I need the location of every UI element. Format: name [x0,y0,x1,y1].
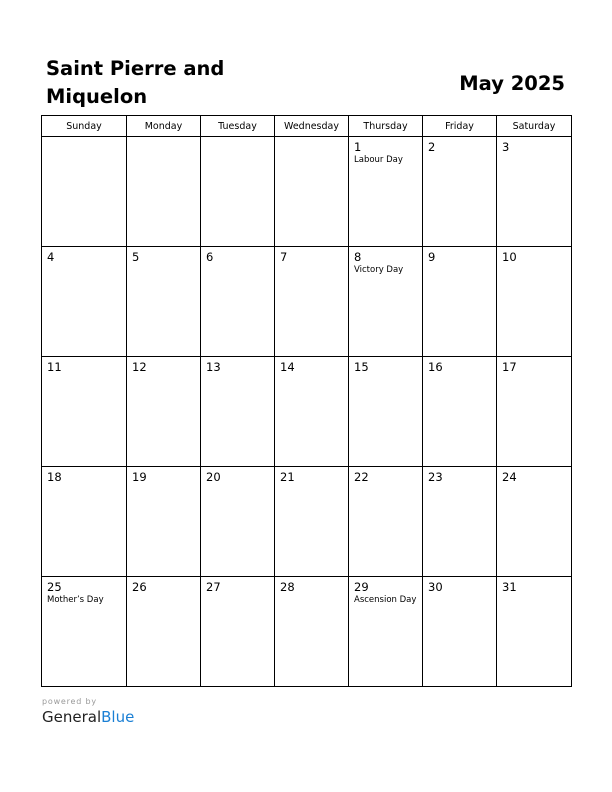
week-row [42,137,572,247]
generalblue-branding [42,696,134,727]
day-cell [349,577,423,687]
day-cell [349,467,423,577]
day-cell [201,247,275,357]
day-number: 4 [47,250,55,264]
day-cell [42,467,127,577]
day-cell [42,357,127,467]
day-cell [275,357,349,467]
day-number: 21 [280,470,295,484]
week-row [42,577,572,687]
day-cell [42,577,127,687]
empty-day-cell [275,137,349,247]
day-number: 14 [280,360,295,374]
day-cell [127,247,201,357]
generalblue-logo[interactable] [42,707,134,727]
day-cell [127,357,201,467]
week-row [42,467,572,577]
day-cell [127,577,201,687]
day-number: 5 [132,250,140,264]
day-number: 2 [428,140,436,154]
day-cell [497,137,572,247]
holiday-label: Labour Day [354,155,403,165]
day-cell [275,467,349,577]
day-cell [349,247,423,357]
day-cell [497,577,572,687]
day-cell [42,247,127,357]
day-number: 30 [428,580,443,594]
week-row [42,357,572,467]
day-cell [201,467,275,577]
day-number: 10 [502,250,517,264]
day-cell [423,467,497,577]
day-cell [201,577,275,687]
empty-day-cell [201,137,275,247]
day-number: 6 [206,250,214,264]
day-cell [275,247,349,357]
empty-day-cell [127,137,201,247]
weekday-wednesday: Wednesday [275,116,349,137]
weekday-saturday: Saturday [497,116,572,137]
day-cell [497,467,572,577]
day-number: 13 [206,360,221,374]
day-number: 29 [354,580,369,594]
month-label: May 2025 [459,72,565,95]
day-number: 17 [502,360,517,374]
day-number: 26 [132,580,147,594]
holiday-label: Ascension Day [354,595,417,605]
weekday-tuesday: Tuesday [201,116,275,137]
week-row [42,247,572,357]
day-cell [497,357,572,467]
day-number: 23 [428,470,443,484]
weekday-sunday: Sunday [42,116,127,137]
day-number: 20 [206,470,221,484]
day-number: 22 [354,470,369,484]
day-number: 12 [132,360,147,374]
day-number: 16 [428,360,443,374]
day-number: 1 [354,140,362,154]
logo-blue-text: Blue [101,708,135,726]
logo-general-text: General [42,708,102,726]
day-number: 31 [502,580,517,594]
day-number: 27 [206,580,221,594]
day-number: 9 [428,250,436,264]
day-number: 7 [280,250,288,264]
day-cell [423,577,497,687]
weekday-thursday: Thursday [349,116,423,137]
day-cell [423,247,497,357]
weekday-friday: Friday [423,116,497,137]
day-number: 24 [502,470,517,484]
day-number: 18 [47,470,62,484]
day-cell [201,357,275,467]
weekday-header-row [42,116,572,137]
calendar-title: Saint Pierre and Miquelon [46,57,225,108]
day-number: 15 [354,360,369,374]
holiday-label: Victory Day [354,265,404,275]
day-number: 3 [502,140,510,154]
powered-by-label: powered by [42,697,97,706]
weekday-monday: Monday [127,116,201,137]
calendar-grid [41,115,572,687]
day-number: 11 [47,360,62,374]
day-cell [497,247,572,357]
holiday-label: Mother’s Day [47,595,104,605]
day-cell [127,467,201,577]
day-cell [275,577,349,687]
empty-day-cell [42,137,127,247]
day-cell [349,137,423,247]
day-number: 28 [280,580,295,594]
day-cell [423,357,497,467]
day-number: 19 [132,470,147,484]
day-number: 8 [354,250,362,264]
day-cell [349,357,423,467]
day-cell [423,137,497,247]
day-number: 25 [47,580,62,594]
